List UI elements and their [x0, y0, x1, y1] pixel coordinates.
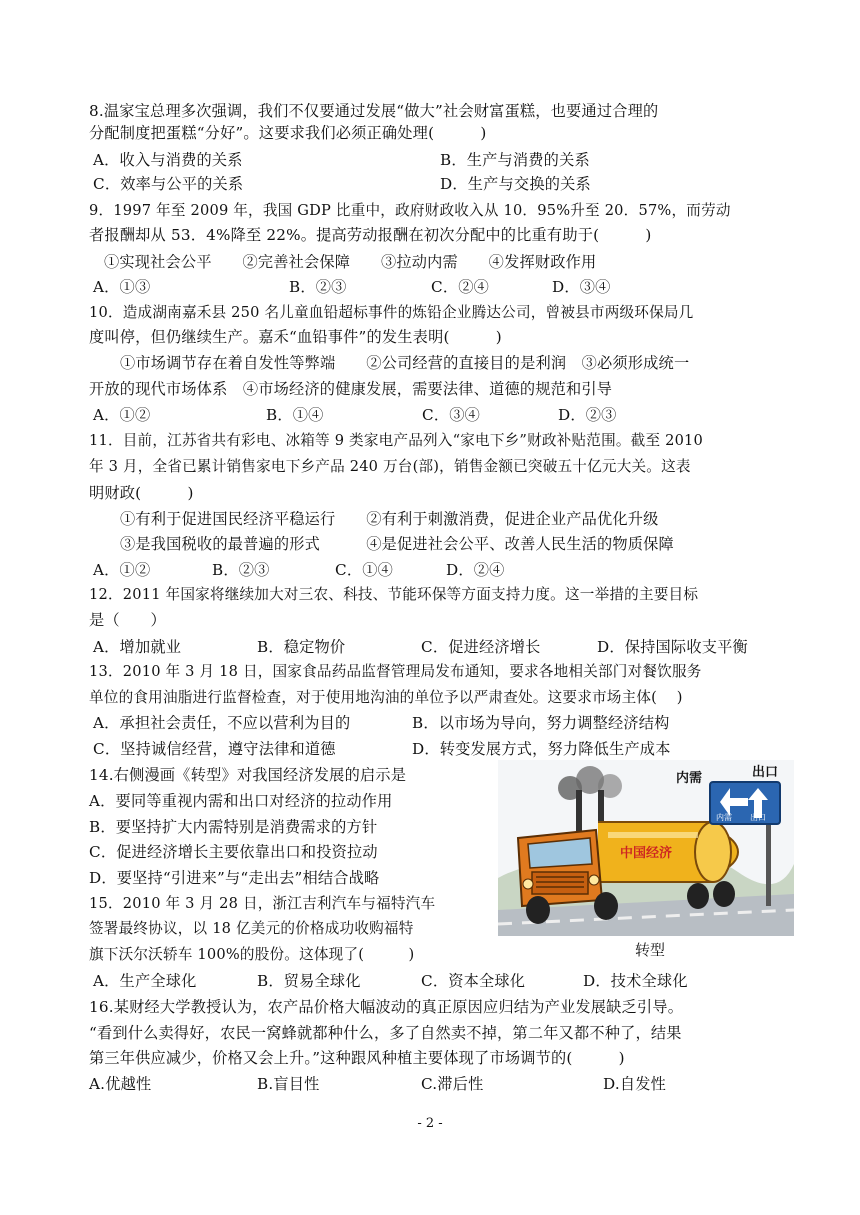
q11-stem-2: 年 3 月，全省已累计销售家电下乡产品 240 万台(部)，销售金额已突破五十亿元大关。这表	[89, 458, 691, 475]
truck-cab	[518, 830, 602, 906]
q11-stem-1: 11．目前，江苏省共有彩电、冰箱等 9 类家电产品列入“家电下乡”财政补贴范围。截至 2010	[89, 432, 704, 449]
q13-option-d: D．转变发展方式，努力降低生产成本	[412, 740, 671, 758]
q11-option-b: B．②③	[212, 561, 270, 579]
q13-option-a: A．承担社会责任，不应以营利为目的	[93, 714, 351, 732]
q10-option-a: A．①②	[93, 406, 151, 424]
q12-stem-2: 是（ ）	[89, 611, 166, 629]
label-export: 出口	[752, 765, 779, 780]
cartoon-transformation	[498, 760, 794, 936]
q15-stem-2: 签署最终协议，以 18 亿美元的价格成功收购福特	[89, 920, 414, 937]
q13-option-b: B．以市场为导向，努力调整经济结构	[412, 714, 670, 732]
q12-option-a: A．增加就业	[93, 638, 182, 656]
q8-stem-2: 分配制度把蛋糕“分好”。这要求我们必须正确处理( )	[89, 124, 487, 142]
q11-option-c: C．①④	[335, 561, 393, 579]
cartoon-caption: 转型	[635, 941, 666, 959]
q16-option-a: A.优越性	[89, 1075, 152, 1093]
q15-option-a: A．生产全球化	[93, 972, 197, 990]
q16-stem-1: 16.某财经大学教授认为，农产品价格大幅波动的真正原因应归结为产业发展缺乏引导。	[89, 998, 684, 1016]
sign-left-text: 内需	[716, 813, 732, 822]
q10-option-d: D．②③	[558, 406, 617, 424]
q12-option-d: D．保持国际收支平衡	[597, 638, 748, 656]
q12-stem-1: 12．2011 年国家将继续加大对三农、科技、节能环保等方面支持力度。这一举措的主要目标	[89, 586, 699, 603]
q8-option-b: B．生产与消费的关系	[440, 151, 590, 169]
q13-stem-1: 13．2010 年 3 月 18 日，国家食品药品监督管理局发布通知，要求各地相关部门对餐饮服务	[89, 663, 702, 680]
q10-statements-2: 开放的现代市场体系 ④市场经济的健康发展，需要法律、道德的规范和引导	[89, 380, 613, 398]
q16-option-c: C.滞后性	[421, 1075, 484, 1093]
q10-stem-2: 度叫停，但仍继续生产。嘉禾“血铅事件”的发生表明( )	[89, 328, 502, 346]
tank-label: 中国经济	[620, 846, 673, 861]
q15-option-b: B．贸易全球化	[257, 972, 361, 990]
q16-stem-2: “看到什么卖得好，农民一窝蜂就都种什么，多了自然卖不掉，第二年又都不种了，结果	[89, 1024, 682, 1042]
page-number: - 2 -	[417, 1116, 443, 1131]
q12-option-c: C．促进经济增长	[421, 638, 541, 656]
q13-stem-2: 单位的食用油脂进行监督检查，对于使用地沟油的单位予以严肃查处。这要求市场主体( )	[89, 689, 683, 706]
q9-option-b: B．②③	[289, 278, 347, 296]
q11-stem-3: 明财政( )	[89, 484, 194, 502]
q10-option-b: B．①④	[266, 406, 324, 424]
q9-statements: ①实现社会公平 ②完善社会保障 ③拉动内需 ④发挥财政作用	[104, 253, 597, 271]
exhaust-pipe-left	[576, 790, 582, 832]
q9-option-a: A．①③	[93, 278, 151, 296]
q14-option-b: B．要坚持扩大内需特别是消费需求的方针	[89, 818, 378, 836]
q16-stem-3: 第三年供应减少，价格又会上升。”这种跟风种植主要体现了市场调节的( )	[89, 1049, 625, 1067]
q11-option-d: D．②④	[446, 561, 505, 579]
q11-option-a: A．①②	[93, 561, 151, 579]
q14-option-a: A．要同等重视内需和出口对经济的拉动作用	[89, 792, 393, 810]
q14-option-c: C．促进经济增长主要依靠出口和投资拉动	[89, 843, 378, 861]
q12-option-b: B．稳定物价	[257, 638, 346, 656]
q15-option-c: C．资本全球化	[421, 972, 526, 990]
q8-option-d: D．生产与交换的关系	[440, 175, 591, 193]
q8-option-c: C．效率与公平的关系	[93, 175, 244, 193]
label-domestic-demand: 内需	[676, 771, 703, 786]
q16-option-b: B.盲目性	[257, 1075, 320, 1093]
q15-option-d: D．技术全球化	[583, 972, 688, 990]
q16-option-d: D.自发性	[603, 1075, 667, 1093]
q11-statements-2: ③是我国税收的最普遍的形式 ④是促进社会公平、改善人民生活的物质保障	[120, 535, 674, 553]
q10-option-c: C．③④	[422, 406, 480, 424]
q9-stem-1: 9．1997 年至 2009 年，我国 GDP 比重中，政府财政收入从 10．95%升至 20．57%，而劳动	[89, 202, 731, 219]
q15-stem-3: 旗下沃尔沃轿车 100%的股份。这体现了( )	[89, 946, 415, 963]
q8-stem-1: 8.温家宝总理多次强调，我们不仅要通过发展“做大”社会财富蛋糕，也要通过合理的	[89, 102, 659, 120]
sign-right-text: 出口	[750, 813, 766, 822]
q8-option-a: A．收入与消费的关系	[93, 151, 243, 169]
q14-stem: 14.右侧漫画《转型》对我国经济发展的启示是	[89, 766, 407, 784]
q9-stem-2: 者报酬却从 53．4%降至 22%。提高劳动报酬在初次分配中的比重有助于( )	[89, 226, 652, 244]
q11-statements-1: ①有利于促进国民经济平稳运行 ②有利于刺激消费，促进企业产品优化升级	[120, 510, 659, 528]
q14-option-d: D．要坚持“引进来”与“走出去”相结合战略	[89, 869, 380, 887]
q9-option-d: D．③④	[552, 278, 611, 296]
q15-stem-1: 15．2010 年 3 月 28 日，浙江吉利汽车与福特汽车	[89, 895, 436, 912]
q9-option-c: C．②④	[431, 278, 489, 296]
q10-stem-1: 10．造成湖南嘉禾县 250 名儿童血铅超标事件的炼铅企业腾达公司，曾被县市两级环保局几	[89, 304, 694, 321]
q13-option-c: C．坚持诚信经营，遵守法律和道德	[93, 740, 336, 758]
q10-statements-1: ①市场调节存在着自发性等弊端 ②公司经营的直接目的是利润 ③必须形成统一	[120, 354, 690, 372]
